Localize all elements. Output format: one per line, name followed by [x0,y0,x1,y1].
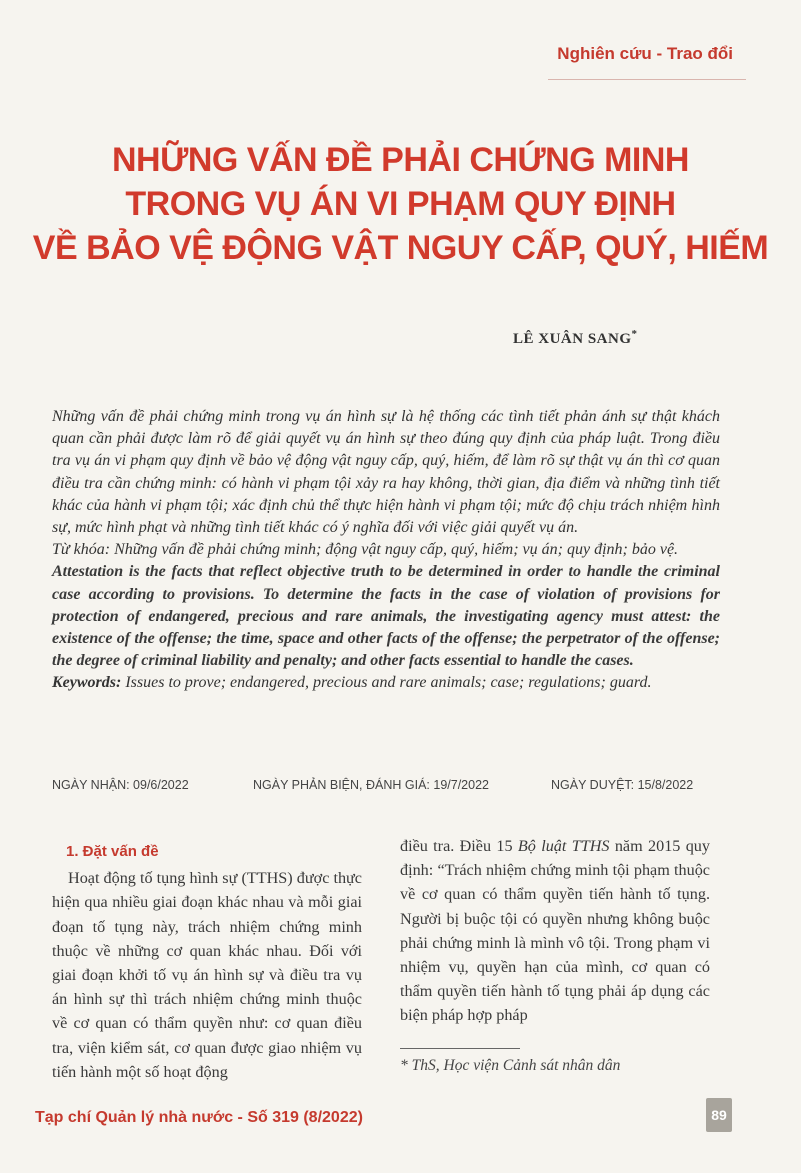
author [513,328,638,348]
keywords-vi-text: Những vấn đề phải chứng minh; động vật nguy cấp, quý, hiếm; vụ án; quy định; bảo vệ. [114,541,679,559]
body-column-right [400,834,710,1028]
keywords-en-text: Issues to prove; endangered, precious and rare animals; case; regulations; guard. [125,674,652,692]
page-number: 89 [706,1098,732,1132]
title-line-1: NHỮNG VẤN ĐỀ PHẢI CHỨNG MINH [112,141,689,179]
date-received: NGÀY NHẬN: 09/6/2022 [52,778,189,792]
body-column-left [52,840,362,1084]
right-text-post: năm 2015 quy định: “Trách nhiệm chứng minh tội phạm thuộc về cơ quan có thẩm quyền tiến hành tố tụng. Người bị buộc tội có quyền nhưng không buộc phải chứng minh là mình vô tội. Trong phạm vi nhiệm vụ, quyền hạn của mình, cơ quan có thẩm quyền tiến hành tố tụng phải áp dụng các biện pháp hợp pháp [400,837,710,1025]
header-rule [548,79,746,80]
section-tag: Nghiên cứu - Trao đổi [557,44,733,63]
footnote: * ThS, Học viện Cảnh sát nhân dân [400,1057,621,1074]
title-line-3: VỀ BẢO VỆ ĐỘNG VẬT NGUY CẤP, QUÝ, HIẾM [32,229,769,267]
right-text-italic: Bộ luật TTHS [517,837,610,855]
article-title [0,138,801,270]
date-reviewed: NGÀY PHẢN BIỆN, ĐÁNH GIÁ: 19/7/2022 [253,778,489,792]
abstract-vi: Những vấn đề phải chứng minh trong vụ án hình sự là hệ thống các tình tiết phản ánh sự thật khách quan cần phải được làm rõ để giải quyết vụ án hình sự theo đúng quy định của pháp luật. Trong điều tra vụ án vi phạm quy định về bảo vệ động vật nguy cấp, quý, hiếm, để làm rõ sự thật vụ án thì cơ quan điều tra cần chứng minh: có hành vi phạm tội xảy ra hay không, thời gian, địa điểm và những tình tiết khác của hành vi phạm tội; xác định chủ thể thực hiện hành vi phạm tội; mức độ chịu trách nhiệm hình sự, mức hình phạt và những tình tiết khác có ý nghĩa đối với việc giải quyết vụ án. [52,408,720,537]
abstract [52,406,720,695]
date-approved: NGÀY DUYỆT: 15/8/2022 [551,778,694,792]
journal-footer: Tạp chí Quản lý nhà nước - Số 319 (8/2022) [35,1109,363,1126]
footnote-rule [400,1048,520,1049]
author-name: LÊ XUÂN SANG [513,331,632,347]
keywords-vi-label: Từ khóa: [52,541,111,559]
abstract-en: Attestation is the facts that reflect objective truth to be determined in order to handle the criminal case according to provisions. To determine the facts in the case of violation of provisions for protection of endangered, precious and rare animals, the investigating agency must attest: the existence of the offense; the time, space and other facts of the offense; the perpetrator of the offense; the degree of criminal liability and penalty; and other facts essential to handle the cases. [52,563,720,670]
author-mark: * [631,328,638,340]
body-paragraph-right [400,834,710,1028]
section-heading: 1. Đặt vấn đề [66,843,159,860]
title-line-2: TRONG VỤ ÁN VI PHẠM QUY ĐỊNH [125,185,676,223]
body-paragraph-left: Hoạt động tố tụng hình sự (TTHS) được thực hiện qua nhiều giai đoạn khác nhau và mỗi giai đoạn tố tụng này, trách nhiệm chứng minh thuộc về những cơ quan khác nhau. Đối với giai đoạn khởi tố vụ án hình sự và điều tra vụ án hình sự thì trách nhiệm chứng minh thuộc về cơ quan có thẩm quyền như: cơ quan điều tra, viện kiểm sát, cơ quan được giao nhiệm vụ tiến hành một số hoạt động [52,869,362,1081]
keywords-vi [52,539,720,561]
right-text-pre: điều tra. Điều 15 [400,837,518,855]
keywords-en-label: Keywords: [52,674,122,692]
keywords-en [52,672,720,694]
